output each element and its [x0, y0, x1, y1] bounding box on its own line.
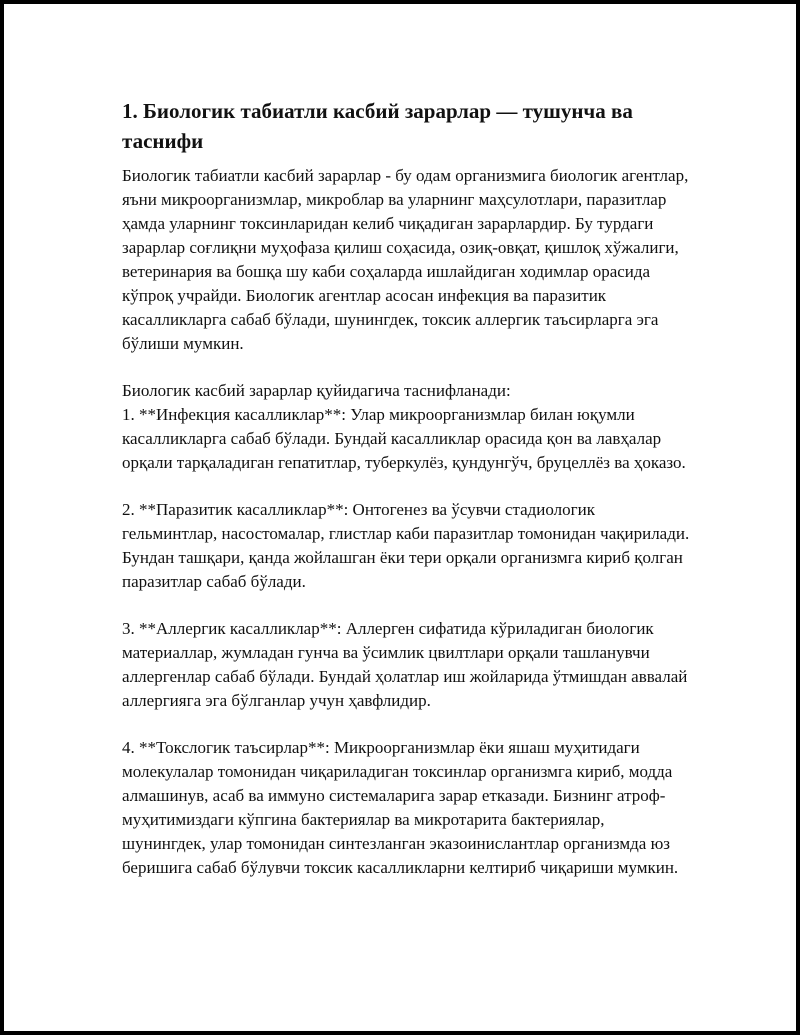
paragraph-gap — [122, 713, 692, 736]
paragraph-gap — [122, 475, 692, 498]
list-item-infection: 1. **Инфекция касалликлар**: Улар микроорганизмлар билан юқумли касалликларга сабаб бўлади. Бундай касалликлар орасида қон ва лавҳалар орқали тарқаладиган гепатитлар, туберкулёз, қундунгўч, бруцеллёз ва ҳоказо. — [122, 405, 686, 472]
intro-paragraph: Биологик табиатли касбий зарарлар - бу одам организмига биологик агентлар, яъни микроорганизмлар, микроблар ва уларнинг маҳсулотлари, паразитлар ҳамда уларнинг токсинларидан келиб чиқадиган зарарлардир. Бу турдаги зарарлар соғлиқни муҳофаза қилиш соҳасида, озиқ-овқат, қишлоқ хўжалиги, ветеринария ва бошқа шу каби соҳаларда ишлайдиган ходимлар орасида кўпроқ учрайди. Биологик агентлар асосан инфекция ва паразитик касалликларга сабаб бўлади, шунингдек, токсик аллергик таъсирларга эга бўлиши мумкин. — [122, 166, 689, 353]
list-item-parasitic: 2. **Паразитик касалликлар**: Онтогенез ва ўсувчи стадиологик гельминтлар, насостомалар, глистлар каби паразитлар томонидан чақирилади. Бундан ташқари, қанда жойлашган ёки тери орқали организмга кириб қолган паразитлар сабаб бўлади. — [122, 500, 690, 591]
paragraph-gap — [122, 594, 692, 617]
paragraph-gap — [122, 356, 692, 379]
list-item-allergic: 3. **Аллергик касалликлар**: Аллерген сифатида кўриладиган биологик материаллар, жумладан гунча ва ўсимлик цвилтлари орқали ташланувчи аллергенлар сабаб бўлади. Бундай ҳолатлар иш жойларида ўтмишдан аввалай аллергияга эга бўлганлар учун ҳавфлидир. — [122, 619, 688, 710]
document-title: 1. Биологик табиатли касбий зарарлар — тушунча ва таснифи — [122, 99, 633, 153]
list-item-toxic: 4. **Токслогик таъсирлар**: Микроорганизмлар ёки яшаш муҳитидаги молекулалар томонидан чиқариладиган токсинлар организмга кириб, модда алмашинув, асаб ва иммуно системаларига зарар етказади. Бизнинг атроф-муҳитимиздаги кўпгина бактериялар ва микротарита бактериялар, шунингдек, улар томонидан синтезланган эказоинислантлар организмда юз беришига сабаб бўлувчи токсик касалликларни келтириб чиқариши мумкин. — [122, 738, 679, 877]
classification-heading: Биологик касбий зарарлар қуйидагича таснифланади: — [122, 381, 511, 400]
document-body — [122, 96, 692, 880]
